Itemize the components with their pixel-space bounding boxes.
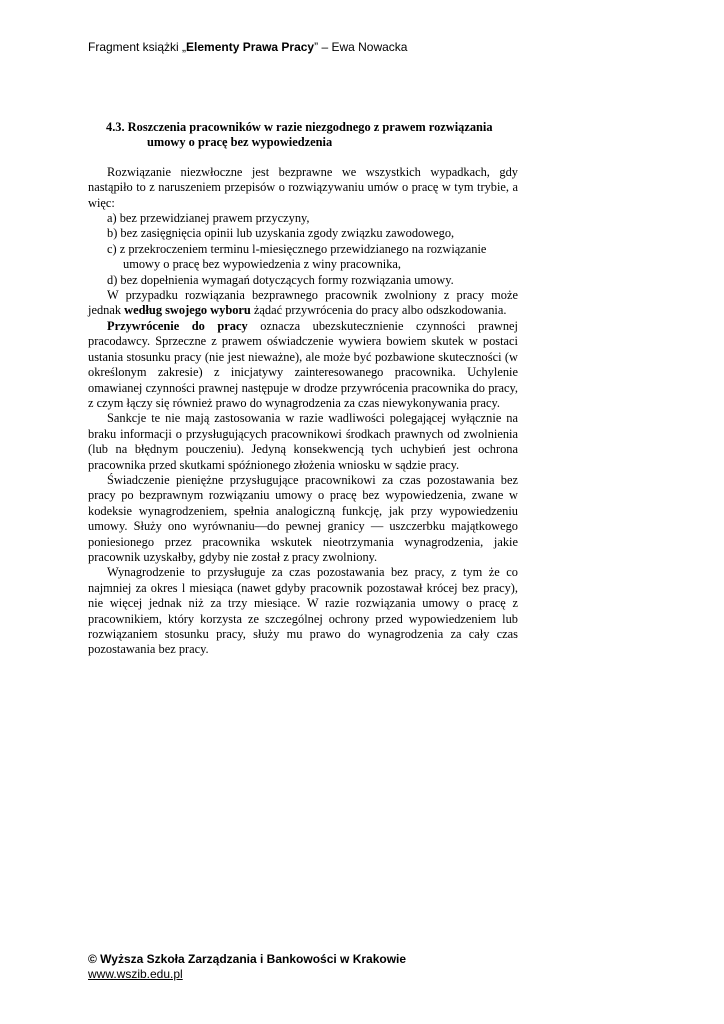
footer-link[interactable]: www.wszib.edu.pl [88, 967, 183, 981]
list-item: d) bez dopełnienia wymagań dotyczących formy rozwiązania umowy. [107, 272, 454, 287]
list-item [88, 242, 518, 273]
intro-paragraph: Rozwiązanie niezwłoczne jest bezprawne we wszystkich wypadkach, gdy nastąpiło to z naruszeniem przepisów o rozwiązywaniu umów o pracę w tym trybie, a więc: [88, 164, 518, 210]
sanctions-paragraph: Sankcje te nie mają zastosowania w razie wadliwości polegającej wyłącznie na braku informacji o przysługujących pracownikowi środkach prawnych od zwolnienia (lub na błędnym pouczeniu). Jedyną konsekwencją tych uchybień jest ochrona pracownika przed skutkami spóźnionego złożenia wniosku w sądzie pracy. [88, 411, 518, 472]
choice-text-b: żądać przywrócenia do pracy albo odszkodowania. [250, 303, 507, 318]
section-heading [88, 120, 518, 151]
restore-bold: Przywrócenie do pracy [107, 318, 248, 333]
page-footer [88, 952, 406, 982]
footer-organization: © Wyższa Szkoła Zarządzania i Bankowości w Krakowie [88, 952, 407, 966]
list-item-text: c) z przekroczeniem terminu l-miesięcznego przewidzianego na rozwiązanie [107, 241, 487, 256]
violation-list [88, 211, 518, 288]
choice-paragraph [88, 288, 518, 319]
benefit-paragraph: Świadczenie pieniężne przysługujące pracownikowi za czas pozostawania bez pracy po bezprawnym rozwiązaniu umowy o pracę bez wypowiedzenia, zwane w kodeksie wynagrodzeniem, spełnia analogiczną funkcję, jak przy wypowiedzeniu umowy. Służy ono wyrównaniu—do pewnej granicy — uszczerbku majątkowego poniesionego przez pracownika wskutek nieotrzymania wynagrodzenia, jakie pracownik uzyskałby, gdyby nie został z pracy zwolniony. [88, 472, 518, 564]
restore-paragraph [88, 319, 518, 411]
salary-paragraph: Wynagrodzenie to przysługuje za czas pozostawania bez pracy, z tym że co najmniej za okres l miesiąca (nawet gdyby pracownik pozostawał krócej bez pracy), nie więcej jednak niż za trzy miesiące. W razie rozwiązania umowy o pracę z pracownikiem, który korzysta ze szczególnej ochrony przed wypowiedzeniem lub rozwiązaniem stosunku pracy, służy mu prawo do wynagrodzenia za cały czas pozostawania bez pracy. [88, 565, 518, 657]
header-prefix: Fragment książki „ [88, 40, 187, 54]
restore-text: oznacza ubezskutecznienie czynności prawnej pracodawcy. Sprzeczne z prawem oświadczenie wywiera bowiem skutek w postaci ustania stosunku pracy (nie jest nieważne), ale może być pozbawione skuteczności (w określonym zakresie) z inicjatywy zainteresowanego pracownika. Uchylenie omawianej czynności prawnej następuje w drodze przywrócenia pracownika do pracy, z czym łączy się również prawo do wynagrodzenia za czas niewykonywania pracy. [88, 318, 518, 410]
list-item: b) bez zasięgnięcia opinii lub uzyskania zgody związku zawodowego, [107, 226, 455, 241]
section-heading-line1: 4.3. Roszczenia pracowników w razie niezgodnego z prawem rozwiązania [106, 120, 493, 134]
header-suffix: ” – Ewa Nowacka [314, 40, 408, 54]
choice-bold: według swojego wyboru [124, 303, 251, 318]
section-heading-line2: umowy o pracę bez wypowiedzenia [147, 135, 333, 150]
page-header [88, 40, 407, 54]
book-title: Elementy Prawa Pracy [186, 40, 315, 54]
list-item: a) bez przewidzianej prawem przyczyny, [107, 211, 310, 226]
list-item-continuation: umowy o pracę bez wypowiedzenia z winy pracownika, [123, 257, 401, 272]
document-body [88, 120, 518, 658]
choice-text-a: W przypadku rozwiązania bezprawnego pracownik zwolniony z pracy może jednak [88, 288, 518, 318]
